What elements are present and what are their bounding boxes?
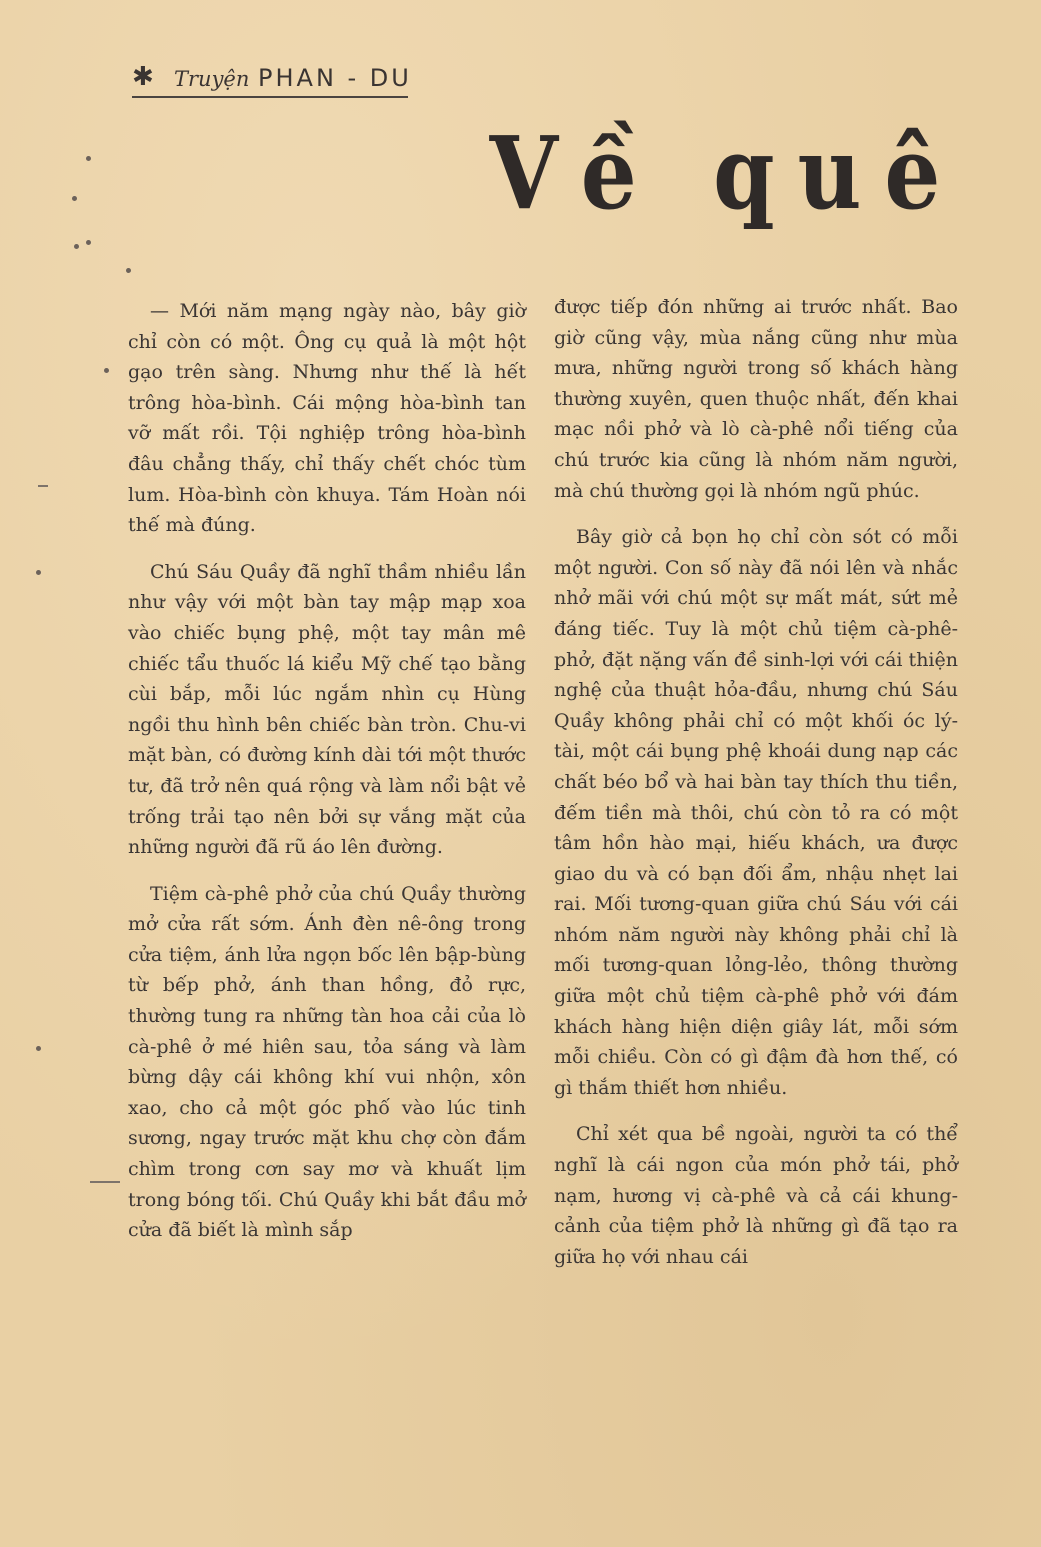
margin-mark xyxy=(90,1181,120,1183)
paragraph: Bây giờ cả bọn họ chỉ còn sót có mỗi một người. Con số này đã nói lên và nhắc nhở mãi với chú một sự mất mát, sứt mẻ đáng tiếc. Tuy là một chủ tiệm cà-phê-phở, đặt nặng vấn đề sinh-lợi với cái thiện nghệ của thuật hỏa-đầu, nhưng chú Sáu Quầy không phải chỉ có một khối óc lý-tài, một cái bụng phệ khoái dung nạp các chất béo bổ và hai bàn tay thích thu tiền, đếm tiền mà thôi, chú còn tỏ ra có một tâm hồn hào mại, hiếu khách, ưa được giao du và có bạn đối ẩm, nhậu nhẹt lai rai. Mối tương-quan giữa chú Sáu với cái nhóm năm người này không phải chỉ là mối tương-quan lỏng-lẻo, thông thường giữa một chủ tiệm cà-phê phở với đám khách hàng hiện diện giây lát, mỗi sớm mỗi chiều. Còn có gì đậm đà hơn thế, có gì thắm thiết hơn nhiều. xyxy=(554,526,958,1099)
print-speck xyxy=(86,240,91,245)
print-speck xyxy=(36,1046,41,1051)
print-speck xyxy=(104,368,109,373)
paragraph: Chú Sáu Quầy đã nghĩ thầm nhiều lần như vậy với một bàn tay mập mạp xoa vào chiếc bụng phệ, một tay mân mê chiếc tẩu thuốc lá kiểu Mỹ chế tạo bằng cùi bắp, mỗi lúc ngắm nhìn cụ Hùng ngồi thu hình bên chiếc bàn tròn. Chu-vi mặt bàn, có đường kính dài tới một thước tư, đã trở nên quá rộng và làm nổi bật vẻ trống trải tạo nên bởi sự vắng mặt của những người đã rũ áo lên đường. xyxy=(128,560,526,859)
story-title: Về quê xyxy=(489,114,963,232)
paragraph: Chỉ xét qua bề ngoài, người ta có thể nghĩ là cái ngon của món phở tái, phở nạm, hương vị cà-phê và cả cái khung-cảnh của tiệm phở là những gì đã tạo ra giữa họ với nhau cái xyxy=(554,1123,958,1268)
paragraph: — Mới năm mạng ngày nào, bây giờ chỉ còn có một. Ông cụ quả là một hột gạo trên sàng. Nhưng như thế là hết trông hòa-bình. Cái mộng hòa-bình tan vỡ mất rồi. Tội nghiệp trông hòa-bình đâu chẳng thấy, chỉ thấy chết chóc tùm lum. Hòa-bình còn khuya. Tám Hoàn nói thế mà đúng. xyxy=(128,300,526,537)
print-speck xyxy=(72,196,77,201)
paragraph: được tiếp đón những ai trước nhất. Bao giờ cũng vậy, mùa nắng cũng như mùa mưa, những người trong số khách hàng thường xuyên, quen thuộc nhất, đến khai mạc nồi phở và lò cà-phê nổi tiếng của chú trước kia cũng là nhóm năm người, mà chú thường gọi là nhóm ngũ phúc. xyxy=(554,296,958,502)
article-column-left xyxy=(128,296,526,1246)
asterisk-star-icon: ✱ xyxy=(132,62,154,92)
print-speck xyxy=(126,268,131,273)
print-speck xyxy=(74,244,79,249)
story-byline xyxy=(132,60,412,98)
article-column-right xyxy=(554,292,958,1272)
paragraph: Tiệm cà-phê phở của chú Quầy thường mở cửa rất sớm. Ánh đèn nê-ông trong cửa tiệm, ánh lửa ngọn bốc lên bập-bùng từ bếp phở, ánh than hồng, đỏ rực, thường tung ra những tàn hoa cải của lò cà-phê ở mé hiên sau, tỏa sáng và làm bừng dậy cái không khí vui nhộn, xôn xao, cho cả một góc phố vào lúc tinh sương, ngay trước mặt khu chợ còn đắm chìm trong cơn say mơ và khuất lịm trong bóng tối. Chú Quầy khi bắt đầu mở cửa đã biết là mình sắp xyxy=(128,882,526,1242)
author-name: PHAN - DU xyxy=(258,64,412,92)
print-speck xyxy=(36,570,41,575)
print-speck xyxy=(86,156,91,161)
byline-label: Truyện xyxy=(174,67,250,91)
margin-mark xyxy=(38,485,48,487)
